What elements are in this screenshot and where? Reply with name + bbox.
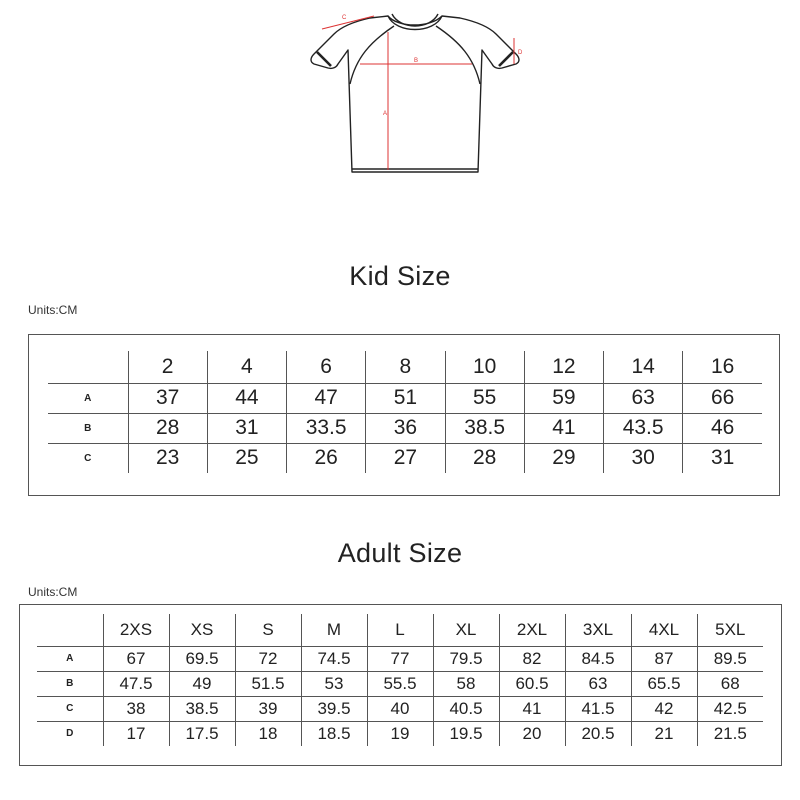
adult-measurement-cell: 42 [631, 696, 697, 721]
kid-row-label: A [48, 383, 128, 413]
kid-size-table [48, 351, 762, 473]
adult-row-label: D [37, 721, 103, 746]
kid-measurement-cell: 38.5 [445, 413, 524, 443]
adult-measurement-cell: 55.5 [367, 671, 433, 696]
kid-measurement-cell: 29 [524, 443, 603, 473]
adult-measurement-cell: 19 [367, 721, 433, 746]
adult-measurement-cell: 21 [631, 721, 697, 746]
adult-size-header: 4XL [631, 614, 697, 646]
adult-measurement-cell: 40.5 [433, 696, 499, 721]
kid-size-header: 10 [445, 351, 524, 383]
adult-measurement-cell: 60.5 [499, 671, 565, 696]
diagram-label-b: B [414, 58, 419, 64]
adult-measurement-cell: 41.5 [565, 696, 631, 721]
adult-size-header: 2XS [103, 614, 169, 646]
adult-measurement-cell: 41 [499, 696, 565, 721]
table-row [37, 696, 763, 721]
adult-row-label: C [37, 696, 103, 721]
kid-measurement-cell: 66 [683, 383, 762, 413]
adult-size-header: 3XL [565, 614, 631, 646]
adult-row-label: B [37, 671, 103, 696]
adult-size-table [37, 614, 763, 746]
adult-measurement-cell: 77 [367, 646, 433, 671]
adult-measurement-cell: 17.5 [169, 721, 235, 746]
kid-size-title: Kid Size [349, 261, 451, 291]
adult-measurement-cell: 72 [235, 646, 301, 671]
adult-measurement-cell: 18 [235, 721, 301, 746]
kid-size-header: 2 [128, 351, 207, 383]
adult-measurement-cell: 82 [499, 646, 565, 671]
diagram-label-a: A [383, 111, 388, 117]
kid-measurement-cell: 36 [366, 413, 445, 443]
adult-size-header: L [367, 614, 433, 646]
table-row [48, 383, 762, 413]
adult-measurement-cell: 87 [631, 646, 697, 671]
kid-measurement-cell: 51 [366, 383, 445, 413]
adult-measurement-cell: 69.5 [169, 646, 235, 671]
adult-measurement-cell: 20.5 [565, 721, 631, 746]
adult-measurement-cell: 38 [103, 696, 169, 721]
adult-size-header: XS [169, 614, 235, 646]
kid-measurement-cell: 31 [207, 413, 286, 443]
adult-row-label: A [37, 646, 103, 671]
table-row [48, 443, 762, 473]
adult-size-title: Adult Size [337, 538, 463, 568]
kid-row-label: B [48, 413, 128, 443]
table-corner [48, 351, 128, 383]
kid-measurement-cell: 59 [524, 383, 603, 413]
adult-measurement-cell: 20 [499, 721, 565, 746]
kid-measurement-cell: 33.5 [287, 413, 366, 443]
kid-size-header: 16 [683, 351, 762, 383]
kid-measurement-cell: 44 [207, 383, 286, 413]
adult-measurement-cell: 21.5 [697, 721, 763, 746]
table-row [37, 646, 763, 671]
kid-size-header: 6 [287, 351, 366, 383]
adult-measurement-cell: 19.5 [433, 721, 499, 746]
adult-measurement-cell: 74.5 [301, 646, 367, 671]
kid-measurement-cell: 26 [287, 443, 366, 473]
adult-measurement-cell: 89.5 [697, 646, 763, 671]
kid-measurement-cell: 28 [128, 413, 207, 443]
diagram-label-c: C [342, 15, 347, 21]
adult-measurement-cell: 40 [367, 696, 433, 721]
kid-measurement-cell: 28 [445, 443, 524, 473]
adult-size-header: S [235, 614, 301, 646]
adult-measurement-cell: 47.5 [103, 671, 169, 696]
table-row [48, 413, 762, 443]
adult-size-header: M [301, 614, 367, 646]
kid-measurement-cell: 30 [604, 443, 683, 473]
adult-measurement-cell: 65.5 [631, 671, 697, 696]
tshirt-measurement-diagram [300, 2, 530, 184]
adult-measurement-cell: 49 [169, 671, 235, 696]
kid-size-header: 8 [366, 351, 445, 383]
adult-units-label: Units:CM [28, 585, 78, 599]
table-corner [37, 614, 103, 646]
adult-measurement-cell: 17 [103, 721, 169, 746]
adult-size-header: XL [433, 614, 499, 646]
kid-measurement-cell: 46 [683, 413, 762, 443]
kid-measurement-cell: 55 [445, 383, 524, 413]
adult-measurement-cell: 39.5 [301, 696, 367, 721]
table-row [37, 671, 763, 696]
kid-measurement-cell: 23 [128, 443, 207, 473]
adult-measurement-cell: 51.5 [235, 671, 301, 696]
adult-measurement-cell: 68 [697, 671, 763, 696]
adult-size-header: 5XL [697, 614, 763, 646]
kid-measurement-cell: 31 [683, 443, 762, 473]
adult-measurement-cell: 79.5 [433, 646, 499, 671]
kid-measurement-cell: 63 [604, 383, 683, 413]
adult-measurement-cell: 63 [565, 671, 631, 696]
adult-size-header: 2XL [499, 614, 565, 646]
adult-measurement-cell: 18.5 [301, 721, 367, 746]
kid-row-label: C [48, 443, 128, 473]
kid-measurement-cell: 37 [128, 383, 207, 413]
adult-measurement-cell: 38.5 [169, 696, 235, 721]
kid-units-label: Units:CM [28, 303, 78, 317]
kid-measurement-cell: 43.5 [604, 413, 683, 443]
adult-measurement-cell: 39 [235, 696, 301, 721]
adult-measurement-cell: 84.5 [565, 646, 631, 671]
adult-measurement-cell: 58 [433, 671, 499, 696]
kid-size-header: 12 [524, 351, 603, 383]
kid-measurement-cell: 41 [524, 413, 603, 443]
table-row [37, 721, 763, 746]
adult-measurement-cell: 42.5 [697, 696, 763, 721]
kid-measurement-cell: 27 [366, 443, 445, 473]
adult-measurement-cell: 53 [301, 671, 367, 696]
kid-size-header: 4 [207, 351, 286, 383]
diagram-label-d: D [518, 50, 523, 56]
adult-measurement-cell: 67 [103, 646, 169, 671]
kid-size-header: 14 [604, 351, 683, 383]
kid-measurement-cell: 25 [207, 443, 286, 473]
kid-measurement-cell: 47 [287, 383, 366, 413]
